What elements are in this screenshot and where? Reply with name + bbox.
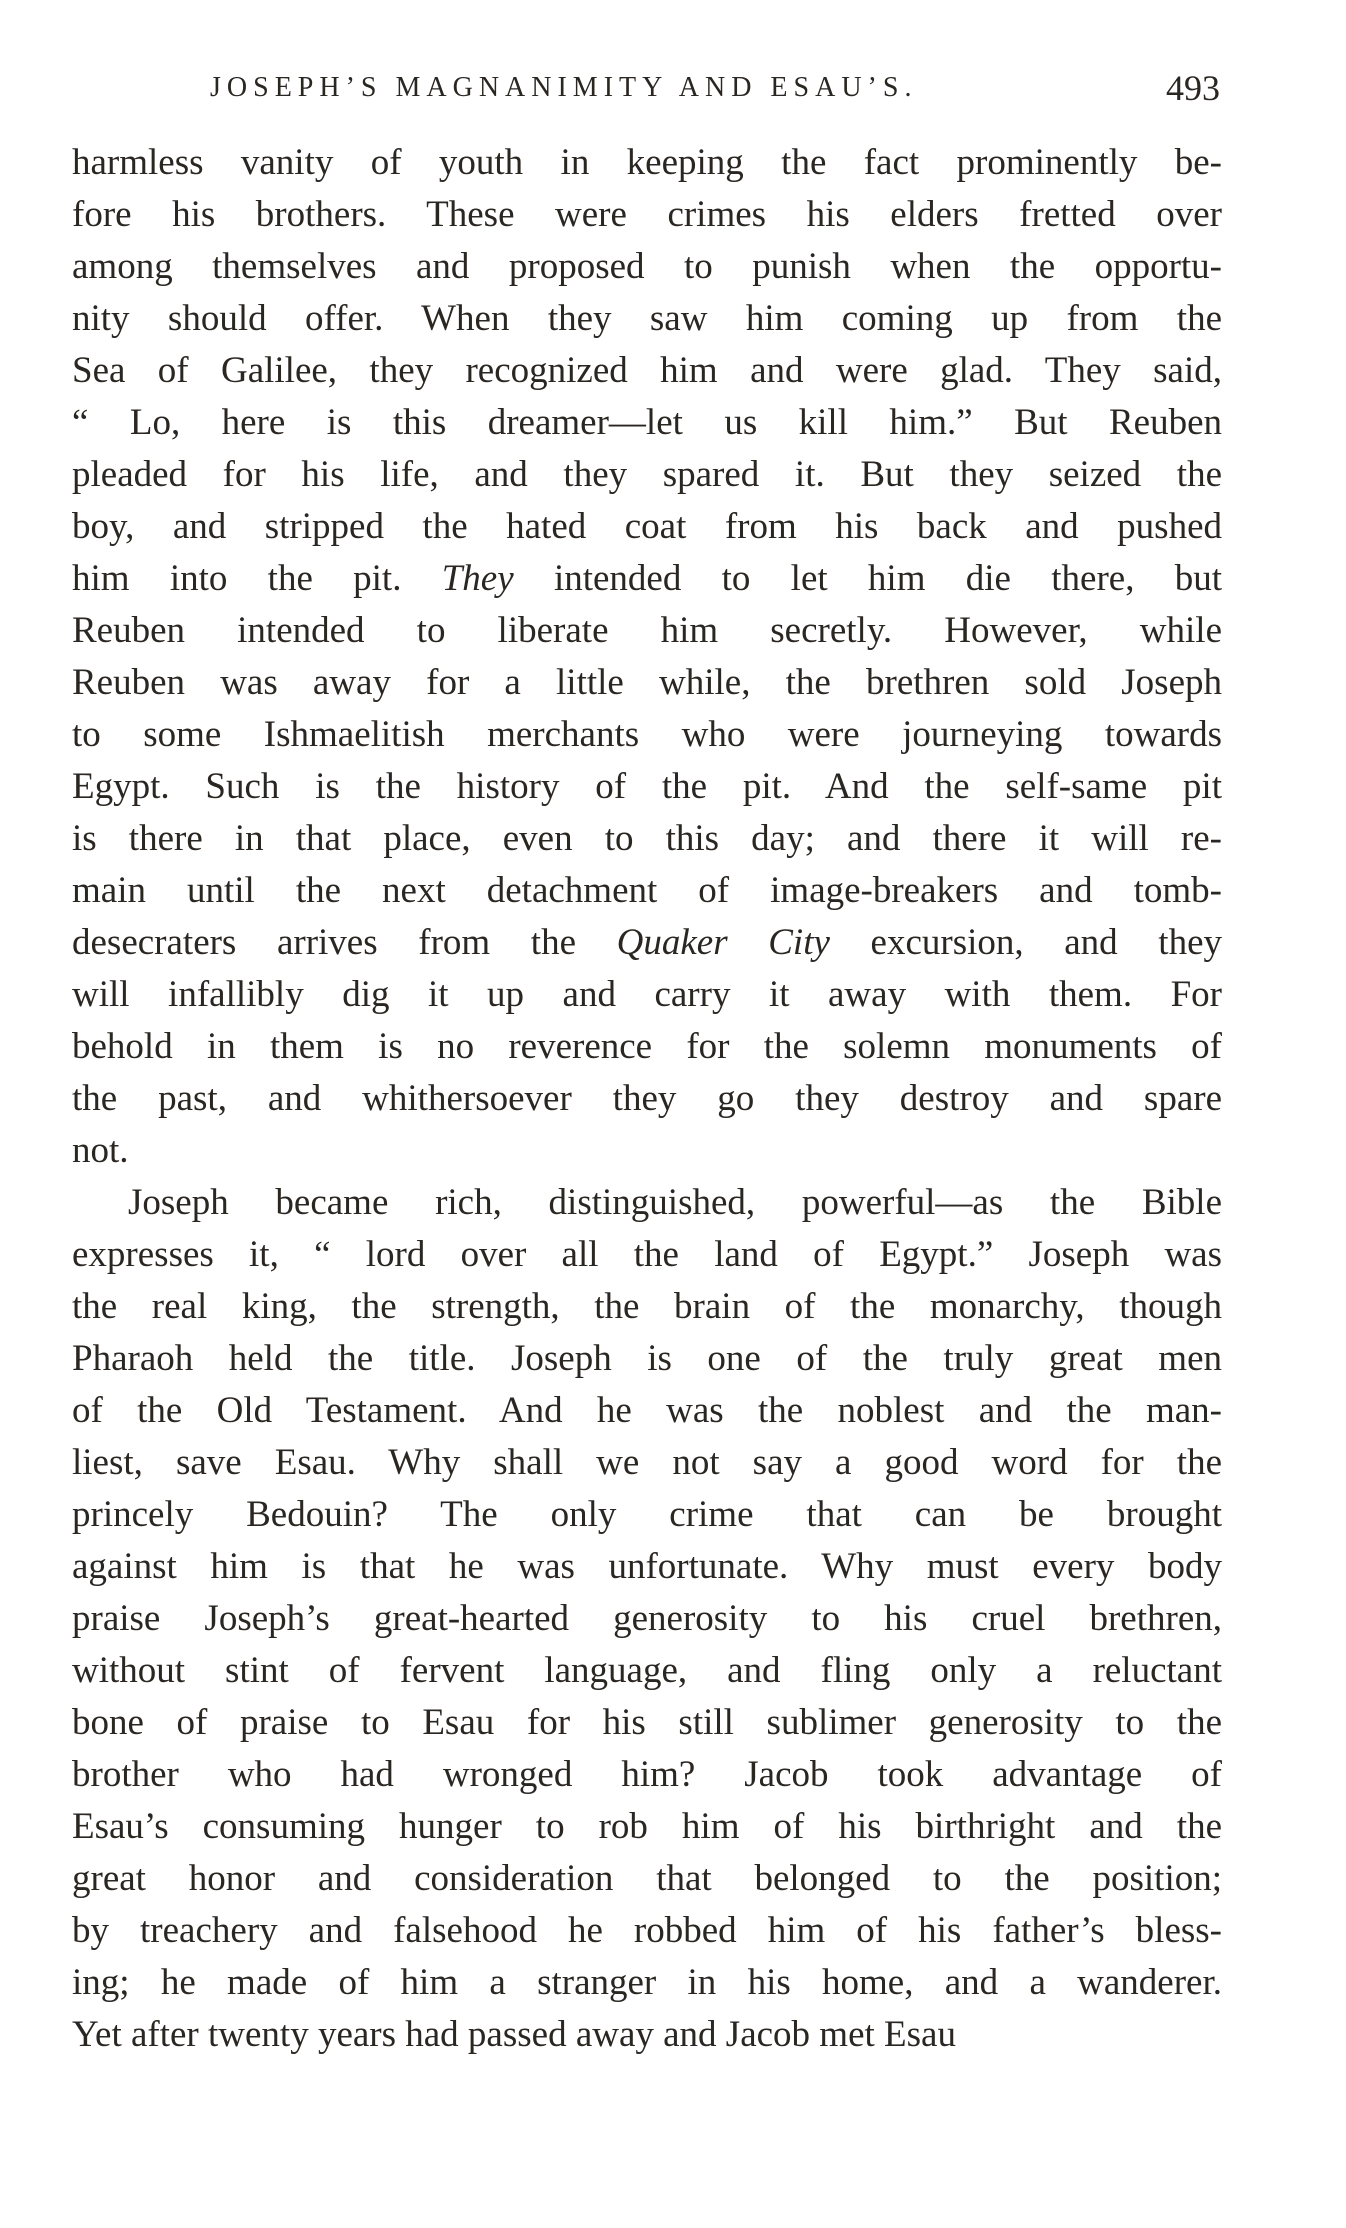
text-line: Joseph became rich, distinguished, powerful—as the Bible [128, 1182, 1222, 1223]
text-line: liest, save Esau. Why shall we not say a good word for the [72, 1442, 1222, 1483]
text-segment: desecraters arrives from the [72, 922, 617, 963]
text-line: Reuben was away for a little while, the brethren sold Joseph [72, 662, 1222, 703]
text-segment: excursion, and they [829, 922, 1223, 963]
paragraph [72, 1177, 1222, 2061]
text-line: among themselves and proposed to punish when the opportu- [72, 246, 1222, 287]
text-line: Reuben intended to liberate him secretly. However, while [72, 610, 1222, 651]
text-line: Pharaoh held the title. Joseph is one of the truly great men [72, 1338, 1222, 1379]
text-line: behold in them is no reverence for the solemn monuments of [72, 1026, 1222, 1067]
text-line: will infallibly dig it up and carry it away with them. For [72, 974, 1222, 1015]
page-number: 493 [1166, 68, 1220, 108]
text-line: pleaded for his life, and they spared it. But they seized the [72, 454, 1222, 495]
text-line: Esau’s consuming hunger to rob him of his birthright and the [72, 1806, 1222, 1847]
text-line: to some Ishmaelitish merchants who were journeying towards [72, 714, 1222, 755]
text-line: praise Joseph’s great-hearted generosity to his cruel brethren, [72, 1598, 1222, 1639]
text-line: “ Lo, here is this dreamer—let us kill him.” But Reuben [72, 402, 1222, 443]
text-line: great honor and consideration that belonged to the position; [72, 1858, 1222, 1899]
text-line: of the Old Testament. And he was the noblest and the man- [72, 1390, 1222, 1431]
text-line: boy, and stripped the hated coat from his back and pushed [72, 506, 1222, 547]
paragraph [72, 137, 1222, 1177]
text-line: harmless vanity of youth in keeping the fact prominently be- [72, 142, 1222, 183]
text-line [72, 553, 1222, 605]
text-line: not. [72, 1130, 129, 1171]
text-line: main until the next detachment of image-breakers and tomb- [72, 870, 1222, 911]
text-line: ing; he made of him a stranger in his home, and a wanderer. [72, 1962, 1222, 2003]
text-line: bone of praise to Esau for his still sublimer generosity to the [72, 1702, 1222, 1743]
text-segment: intended to let him die there, but [513, 558, 1222, 599]
text-line: fore his brothers. These were crimes his elders fretted over [72, 194, 1222, 235]
text-line: Sea of Galilee, they recognized him and were glad. They said, [72, 350, 1222, 391]
text-line: is there in that place, even to this day; and there it will re- [72, 818, 1222, 859]
running-title: JOSEPH’S MAGNANIMITY AND ESAU’S. [210, 72, 918, 103]
text-line: the past, and whithersoever they go they destroy and spare [72, 1078, 1222, 1119]
italic-text: They [441, 558, 514, 599]
text-line: by treachery and falsehood he robbed him of his father’s bless- [72, 1910, 1222, 1951]
text-line: the real king, the strength, the brain of the monarchy, though [72, 1286, 1222, 1327]
running-head [72, 62, 1220, 114]
text-line: nity should offer. When they saw him coming up from the [72, 298, 1222, 339]
text-line: expresses it, “ lord over all the land of Egypt.” Joseph was [72, 1234, 1222, 1275]
text-line: princely Bedouin? The only crime that can be brought [72, 1494, 1222, 1535]
text-line [72, 917, 1222, 969]
text-line: without stint of fervent language, and fling only a reluctant [72, 1650, 1222, 1691]
text-line: against him is that he was unfortunate. Why must every body [72, 1546, 1222, 1587]
text-segment: him into the pit. [72, 558, 442, 599]
text-line: Yet after twenty years had passed away and Jacob met Esau [72, 2014, 956, 2055]
body-text [72, 137, 1222, 2061]
text-line: brother who had wronged him? Jacob took advantage of [72, 1754, 1222, 1795]
text-line: Egypt. Such is the history of the pit. And the self-same pit [72, 766, 1222, 807]
italic-text: Quaker City [616, 922, 830, 963]
